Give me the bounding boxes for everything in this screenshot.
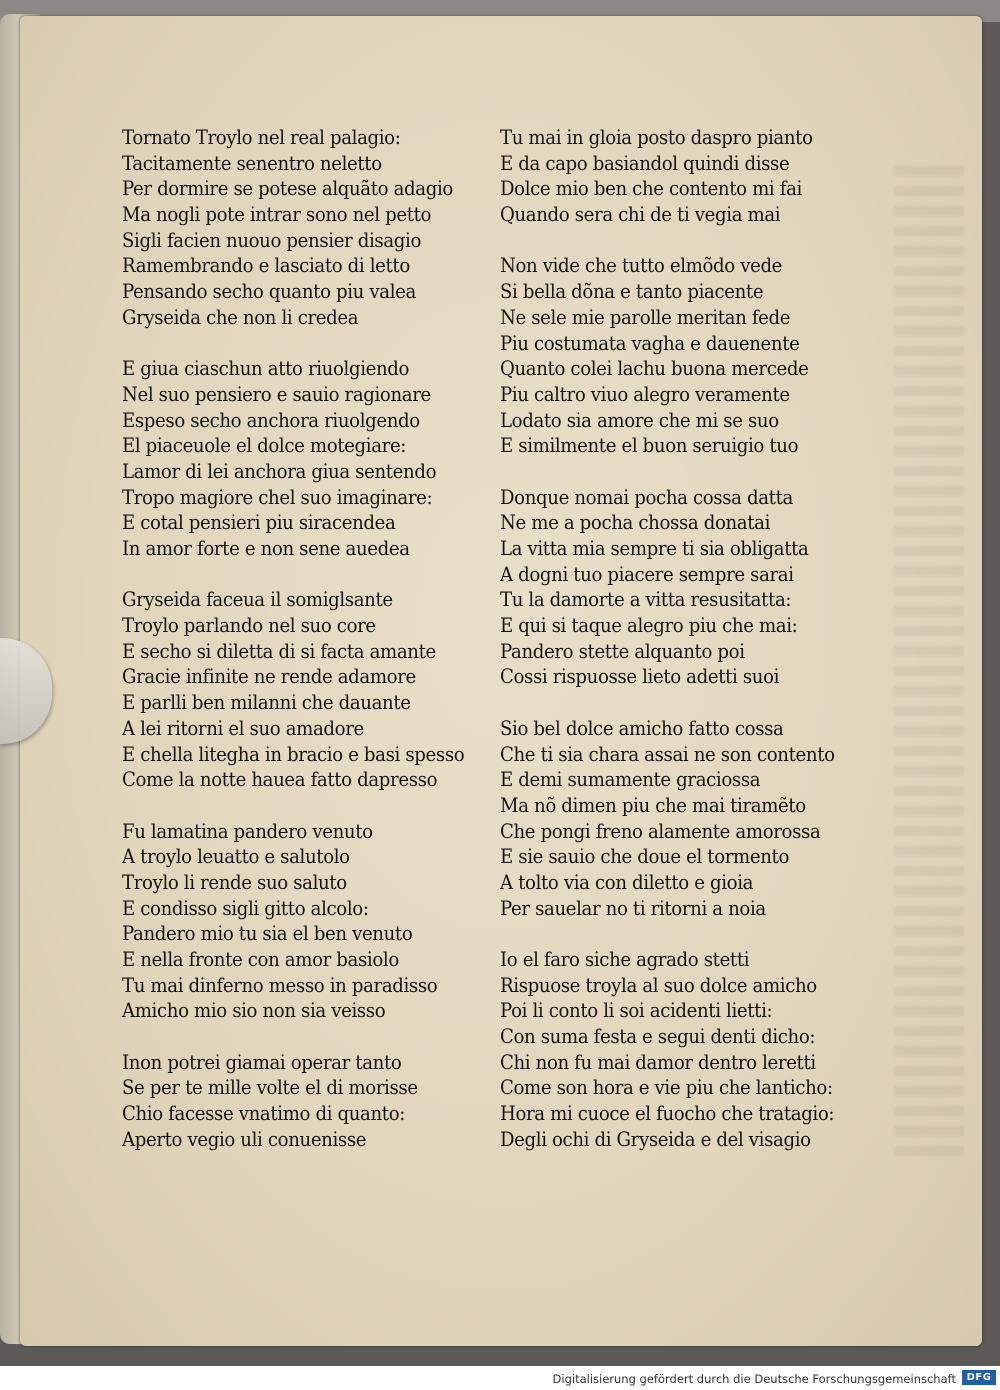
verse-line: E chella litegha in bracio e basi spesso — [122, 742, 465, 766]
verse-line: In amor forte e non sene auedea — [122, 537, 410, 560]
verse-line: Chio facesse vnatimo di quanto: — [122, 1102, 406, 1126]
verse-line: Come son hora e vie piu che lanticho: — [500, 1076, 833, 1100]
verse-line: Cossi rispuosse lieto adetti suoi — [500, 665, 780, 689]
verse-line: E demi sumamente graciossa — [500, 768, 761, 792]
verse-line: E condisso sigli gitto alcolo: — [122, 896, 369, 920]
left-text-column — [122, 125, 490, 1178]
verse-line: Degli ochi di Gryseida e del visagio — [500, 1127, 811, 1151]
stanza — [500, 485, 860, 691]
verse-line: Io el faro siche agrado stetti — [500, 948, 750, 971]
stanza — [500, 947, 860, 1153]
verse-line: E giua ciaschun atto riuolgiendo — [122, 357, 410, 381]
verse-line: Amicho mio sio non sia veisso — [122, 999, 386, 1023]
verse-line: Tropo magiore chel suo imaginare: — [122, 485, 433, 509]
verse-line: Ne me a pocha chossa donatai — [500, 511, 771, 535]
verse-line: Ne sele mie parolle meritan fede — [500, 305, 791, 329]
verse-line: E sie sauio che doue el tormento — [500, 845, 790, 869]
verse-line: Quando sera chi de ti vegia mai — [500, 203, 781, 227]
verse-line: Per dormire se potese alquãto adagio — [122, 177, 453, 201]
verse-line: A dogni tuo piacere sempre sarai — [500, 562, 794, 586]
stanza — [500, 716, 860, 922]
verse-line: Piu costumata vagha e dauenente — [500, 331, 800, 355]
verse-line: Pandero mio tu sia el ben venuto — [122, 922, 413, 946]
verse-line: Che pongi freno alamente amorossa — [500, 819, 821, 843]
verse-line: A tolto via con diletto e gioia — [500, 870, 754, 894]
dfg-logo: DFG — [962, 1370, 996, 1385]
verse-line: Dolce mio ben che contento mi fai — [500, 177, 802, 201]
verse-line: A troylo leuatto e salutolo — [122, 845, 350, 869]
verse-line: Pensando secho quanto piu valea — [122, 280, 416, 304]
verse-line: Che ti sia chara assai ne son contento — [500, 742, 835, 766]
verse-line: Tu mai in gloia posto daspro pianto — [500, 126, 813, 149]
verse-line: Tu mai dinferno messo in paradisso — [122, 973, 438, 997]
verse-line: Quanto colei lachu buona mercede — [500, 357, 809, 381]
verse-line: La vitta mia sempre ti sia obligatta — [500, 537, 809, 560]
show-through-text — [894, 156, 964, 1156]
verse-line: Come la notte hauea fatto dapresso — [122, 768, 438, 792]
verse-line: Nel suo pensiero e sauio ragionare — [122, 382, 431, 406]
verse-line: Piu caltro viuo alegro veramente — [500, 382, 790, 406]
verse-line: Fu lamatina pandero venuto — [122, 819, 373, 843]
stanza — [500, 125, 860, 228]
verse-line: Con suma festa e segui denti dicho: — [500, 1025, 816, 1049]
verse-line: Espeso secho anchora riuolgendo — [122, 408, 420, 432]
verse-line: El piaceuole el dolce motegiare: — [122, 434, 407, 458]
verse-line: Troylo parlando nel suo core — [122, 614, 376, 638]
verse-line: Chi non fu mai damor dentro leretti — [500, 1050, 816, 1074]
verse-line: Sigli facien nuouo pensier disagio — [122, 228, 421, 252]
verse-line: Ma nõ dimen piu che mai tiramẽto — [500, 793, 806, 817]
verse-line: E secho si diletta di si facta amante — [122, 639, 436, 663]
verse-line: Tacitamente senentro neletto — [122, 151, 382, 175]
verse-line: E qui si taque alegro piu che mai: — [500, 614, 798, 638]
verse-line: Pandero stette alquanto poi — [500, 639, 745, 663]
verse-line: Lodato sia amore che mi se suo — [500, 408, 779, 432]
verse-line: Non vide che tutto elmõdo vede — [500, 254, 783, 278]
verse-line: E cotal pensieri piu siracendea — [122, 511, 396, 535]
stanza — [122, 1050, 490, 1153]
verse-line: Se per te mille volte el di morisse — [122, 1076, 418, 1100]
stanza — [122, 125, 490, 331]
verse-line: Ramembrando e lasciato di letto — [122, 254, 410, 278]
verse-line: E da capo basiandol quindi disse — [500, 151, 790, 175]
verse-line: Tu la damorte a vitta resusitatta: — [500, 588, 792, 612]
verse-line: E nella fronte con amor basiolo — [122, 948, 399, 971]
verse-line: Gryseida che non li credea — [122, 305, 359, 329]
stanza — [122, 587, 490, 793]
right-text-column — [500, 125, 860, 1178]
verse-line: Rispuose troyla al suo dolce amicho — [500, 973, 817, 997]
verse-line: Ma nogli pote intrar sono nel petto — [122, 203, 432, 227]
verse-line: Poi li conto li soi acidenti lietti: — [500, 999, 773, 1023]
verse-line: Inon potrei giamai operar tanto — [122, 1050, 402, 1074]
verse-line: Si bella dõna e tanto piacente — [500, 280, 764, 304]
stanza — [500, 253, 860, 459]
verse-line: Per sauelar no ti ritorni a noia — [500, 896, 766, 920]
digitization-credit: Digitalisierung gefördert durch die Deutsche Forschungsgemeinschaft — [552, 1372, 956, 1386]
verse-line: E parlli ben milanni che dauante — [122, 691, 411, 715]
verse-line: E similmente el buon seruigio tuo — [500, 434, 799, 458]
stanza — [122, 356, 490, 562]
verse-line: Lamor di lei anchora giua sentendo — [122, 459, 437, 483]
stanza — [122, 819, 490, 1025]
verse-line: A lei ritorni el suo amadore — [122, 716, 364, 740]
verse-line: Gryseida faceua il somiglsante — [122, 588, 393, 612]
verse-line: Hora mi cuoce el fuocho che tratagio: — [500, 1102, 835, 1126]
verse-line: Tornato Troylo nel real palagio: — [122, 126, 401, 149]
verse-line: Aperto vegio uli conuenisse — [122, 1127, 367, 1151]
verse-line: Troylo li rende suo saluto — [122, 870, 347, 894]
verse-line: Donque nomai pocha cossa datta — [500, 485, 793, 509]
verse-line: Sio bel dolce amicho fatto cossa — [500, 716, 784, 740]
verse-line: Gracie infinite ne rende adamore — [122, 665, 416, 689]
